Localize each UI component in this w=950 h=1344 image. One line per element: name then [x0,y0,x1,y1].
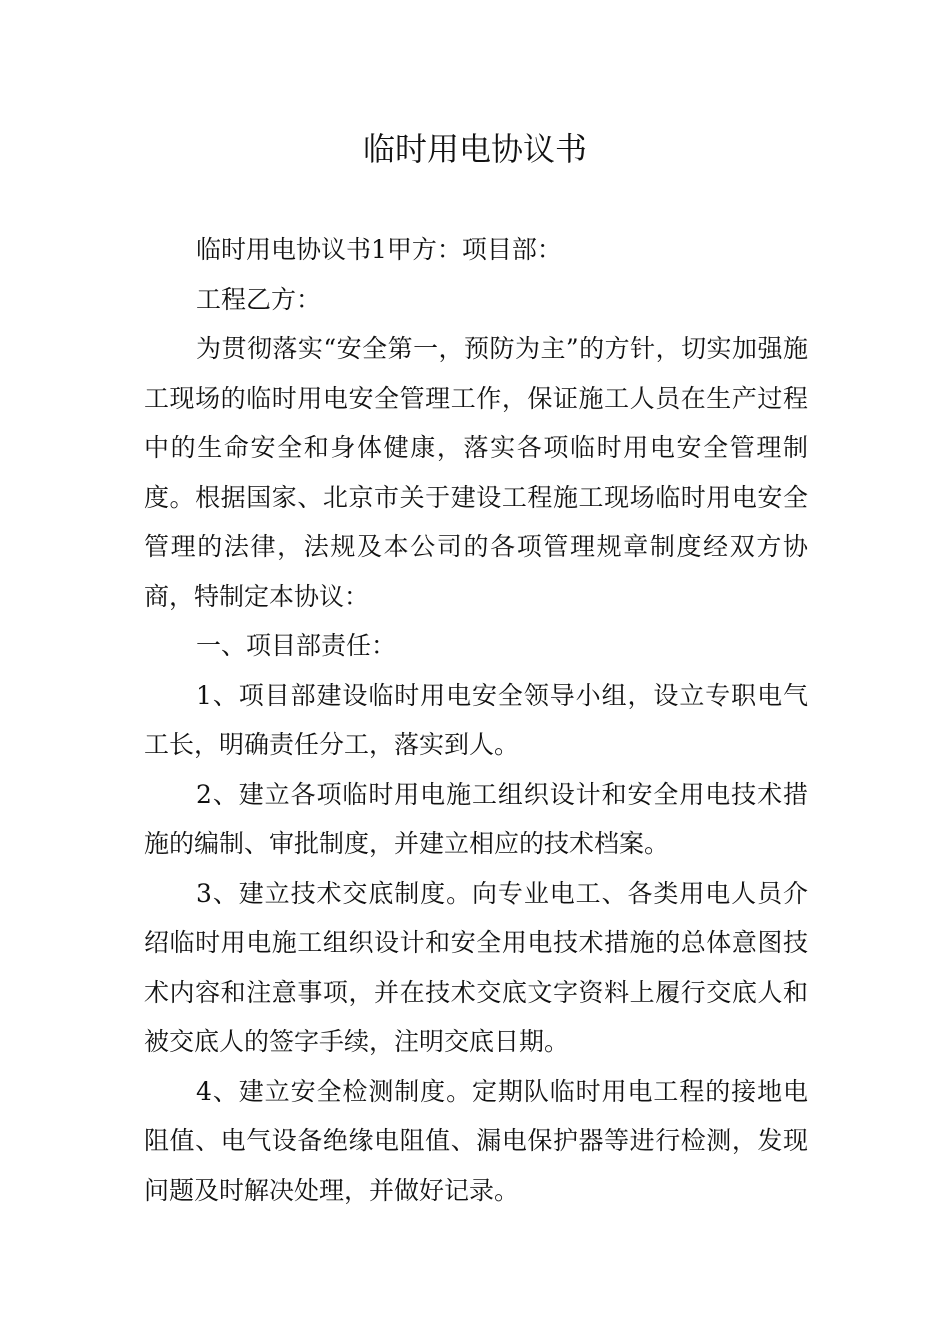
paragraph-preamble: 为贯彻落实“安全第一，预防为主”的方针，切实加强施工现场的临时用电安全管理工作，保证施工人员在生产过程中的生命安全和身体健康，落实各项临时用电安全管理制度。根据国家、北京市关于建设工程施工现场临时用电安全管理的法律，法规及本公司的各项管理规章制度经双方协商，特制定本协议： [144,334,808,611]
paragraph-party-b: 工程乙方： [196,284,322,314]
section-heading-project-dept: 一、项目部责任： [196,631,397,660]
clause-1: 1、项目部建设临时用电安全领导小组，设立专职电气工长，明确责任分工，落实到人。 [144,680,808,759]
document-body [144,225,808,1215]
clause-4: 4、建立安全检测制度。定期队临时用电工程的接地电阻值、电气设备绝缘电阻值、漏电保护器等进行检测，发现问题及时解决处理，并做好记录。 [144,1076,808,1205]
paragraph-party-a: 临时用电协议书1甲方：项目部： [196,235,562,264]
clause-3: 3、建立技术交底制度。向专业电工、各类用电人员介绍临时用电施工组织设计和安全用电技术措施的总体意图技术内容和注意事项，并在技术交底文字资料上履行交底人和被交底人的签字手续，注明交底日期。 [144,878,808,1056]
document-title: 临时用电协议书 [362,130,587,168]
clause-2: 2、建立各项临时用电施工组织设计和安全用电技术措施的编制、审批制度，并建立相应的技术档案。 [144,779,808,858]
